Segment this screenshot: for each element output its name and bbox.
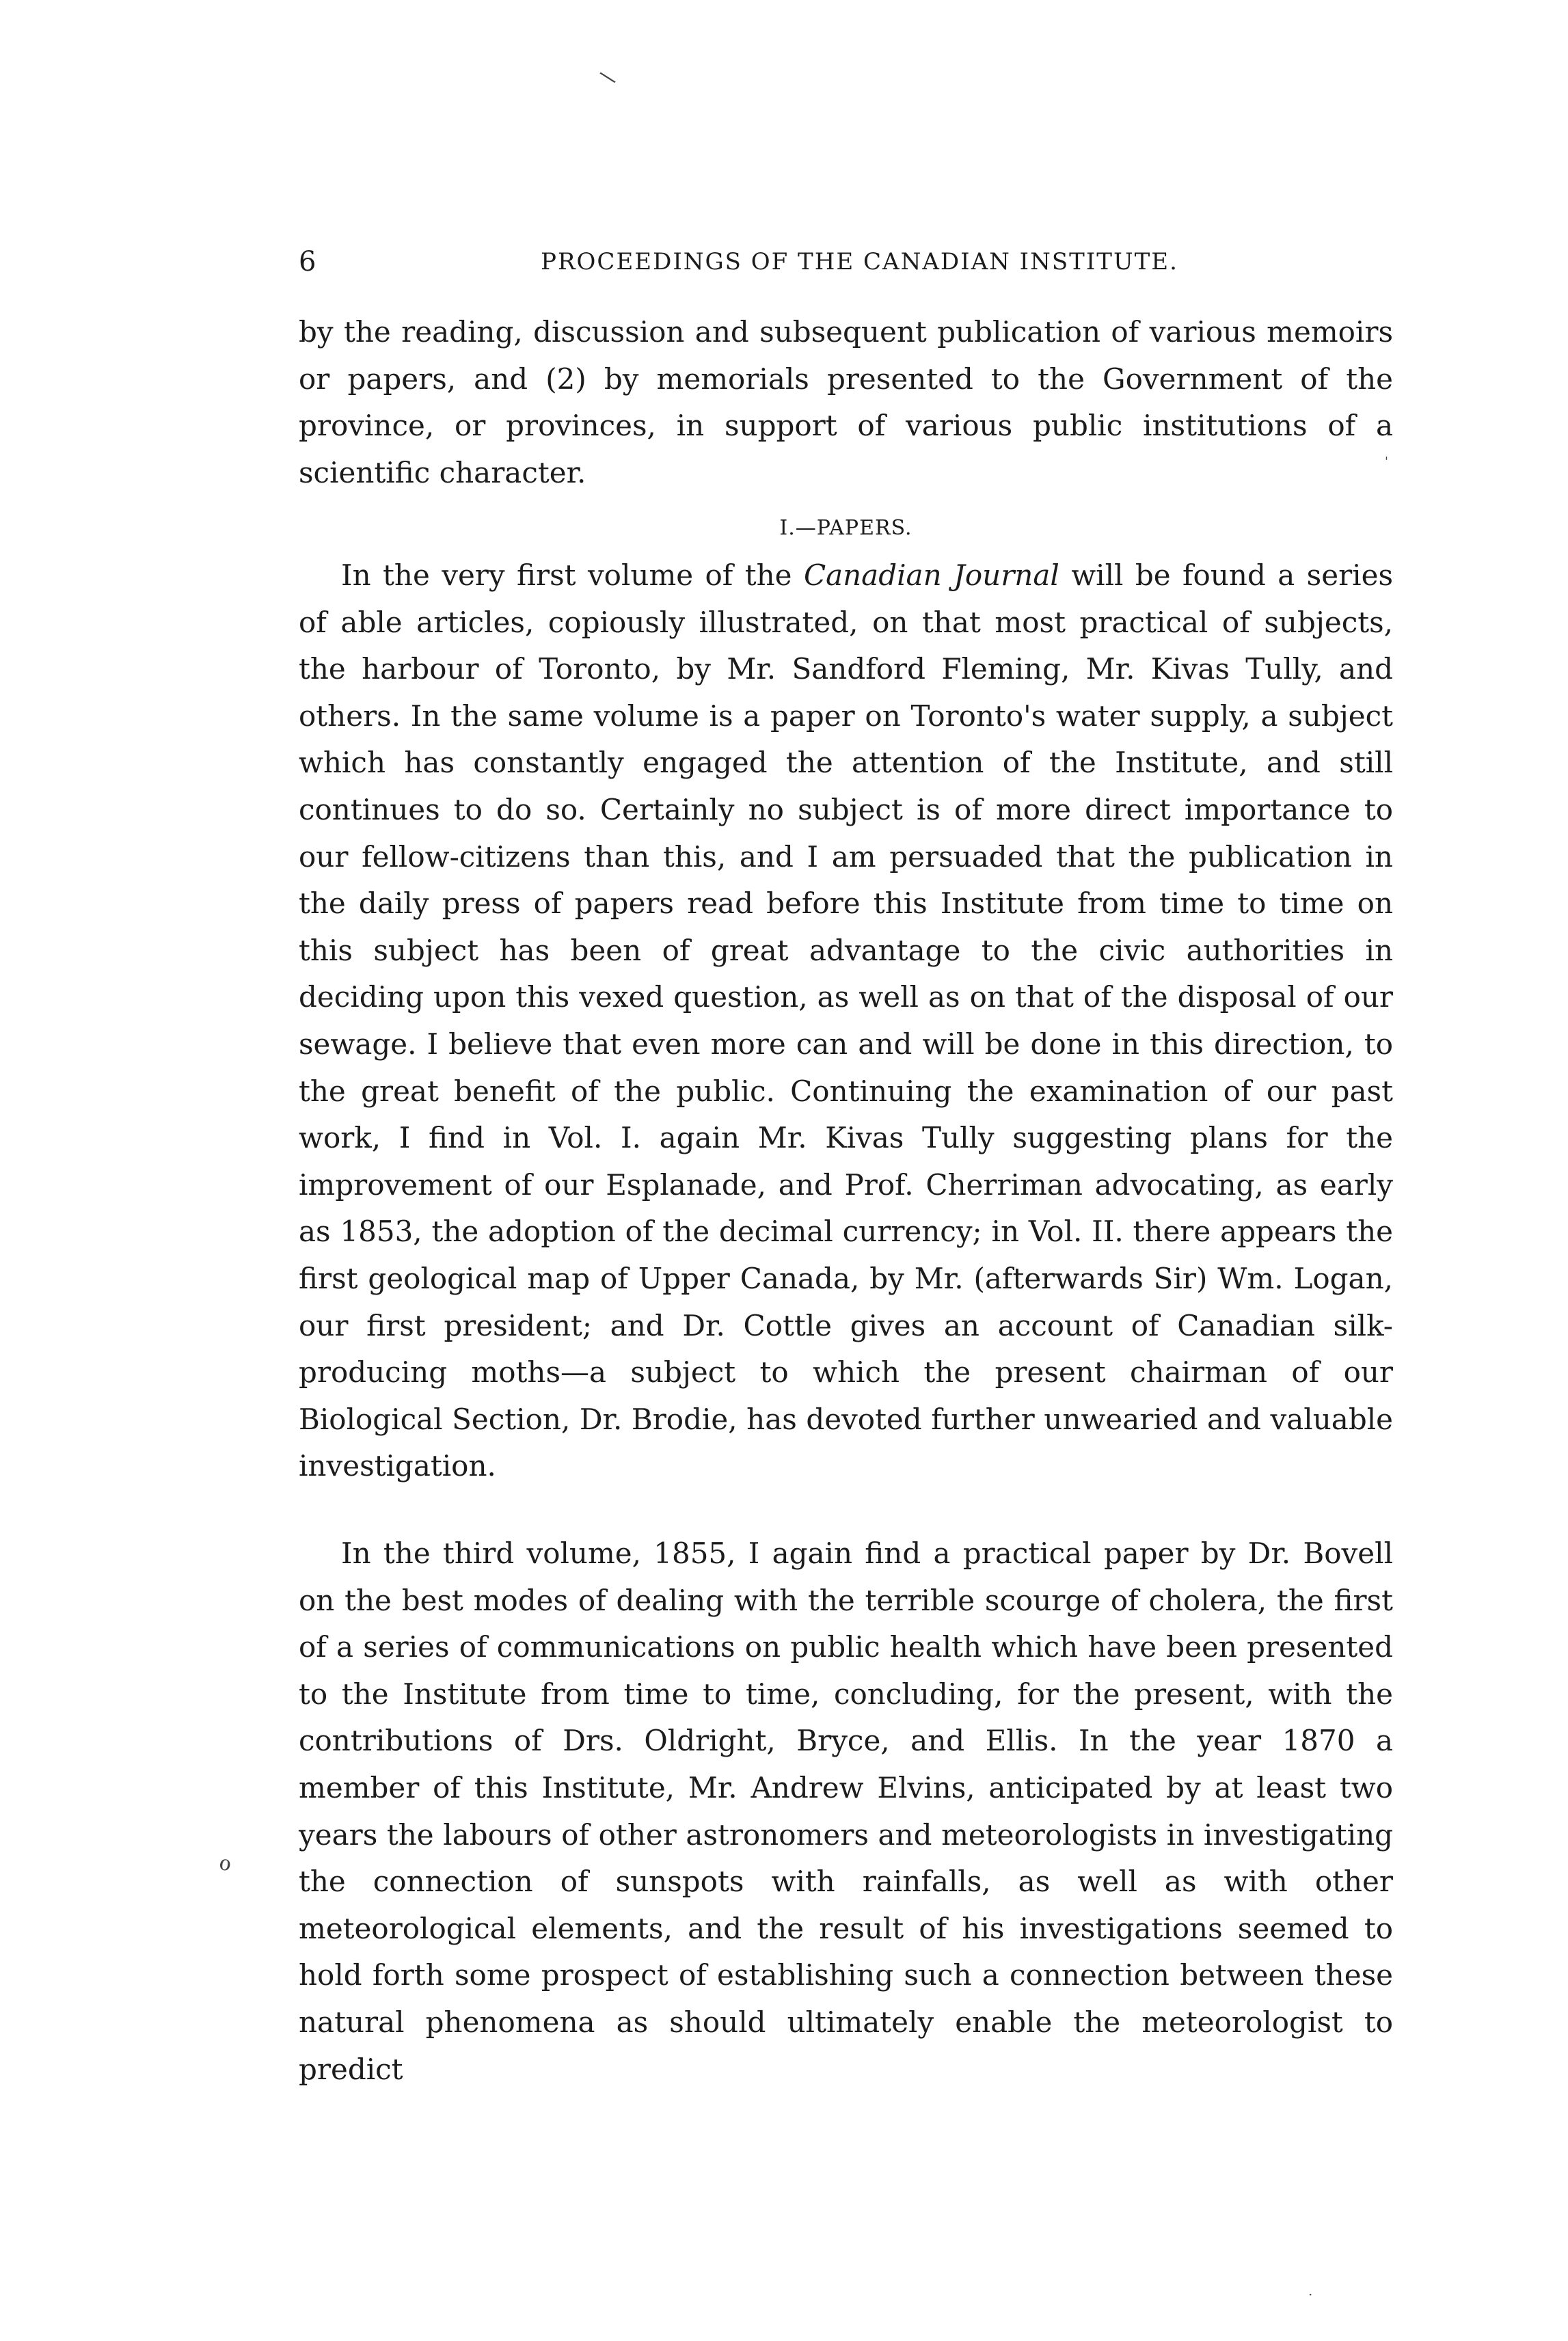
running-head <box>299 241 1393 282</box>
paragraph-text: In the very first volume of the <box>341 558 804 592</box>
journal-title: Canadian Journal <box>803 558 1059 592</box>
stray-ink-mark: ' <box>1385 455 1388 469</box>
paragraph-third-volume: In the third volume, 1855, I again find a practical paper by Dr. Bovell on the best modes of dealing with the terrible scourge of cholera, the first of a series of communications on public health which have been presented to the Institute from time to time, concluding, for the present, with the contributions of Drs. Oldright, Bryce, and Ellis. In the year 1870 a member of this Institute, Mr. Andrew Elvins, anticipated by at least two years the labours of other astronomers and meteorologists in investigating the connection of sunspots with rainfalls, as well as with other meteorological elements, and the result of his investigations seemed to hold forth some prospect of establishing such a connection between these natural phenomena as should ultimately enable the meteorologist to predict <box>299 1537 1393 2086</box>
stray-ink-mark: · <box>1308 2286 1313 2303</box>
paragraph-continued: by the reading, discussion and subsequent publication of various memoirs or papers, and (2) by memorials presented to the Government of the province, or provinces, in support of various public institutions of a scientific character. <box>299 315 1393 489</box>
paragraph-text: will be found a series of able articles, copiously illustrated, on that most practical of subjects, the harbour of Toronto, by Mr. Sandford Fleming, Mr. Kivas Tully, and others. In the same volume is a paper on Toronto's water supply, a subject which has constantly engaged the attention of the Institute, and still continues to do so. Certainly no subject is of more direct importance to our fellow-citizens than this, and I am persuaded that the publication in the daily press of papers read before this Institute from time to time on this subject has been of great advantage to the civic authorities in deciding upon this vexed question, as well as on that of the disposal of our sewage. I believe that even more can and will be done in this direction, to the great benefit of the public. Continuing the examination of our past work, I find in Vol. I. again Mr. Kivas Tully suggesting plans for the improvement of our Esplanade, and Prof. Cherriman advocating, as early as 1853, the adoption of the decimal currency; in Vol. II. there appears the first geological map of Upper Canada, by Mr. (afterwards Sir) Wm. Logan, our first president; and Dr. Cottle gives an account of Canadian silk-producing moths—a subject to which the present chairman of our Biological Section, Dr. Brodie, has devoted further unwearied and valuable investigation. <box>299 558 1393 1483</box>
paragraph-papers <box>299 552 1393 1490</box>
stray-ink-mark: ℴ <box>219 1845 232 1877</box>
section-heading: I.—PAPERS. <box>779 516 913 540</box>
page-number: 6 <box>299 246 318 278</box>
stray-ink-mark: \ <box>597 66 619 90</box>
running-title: PROCEEDINGS OF THE CANADIAN INSTITUTE. <box>541 248 1178 275</box>
